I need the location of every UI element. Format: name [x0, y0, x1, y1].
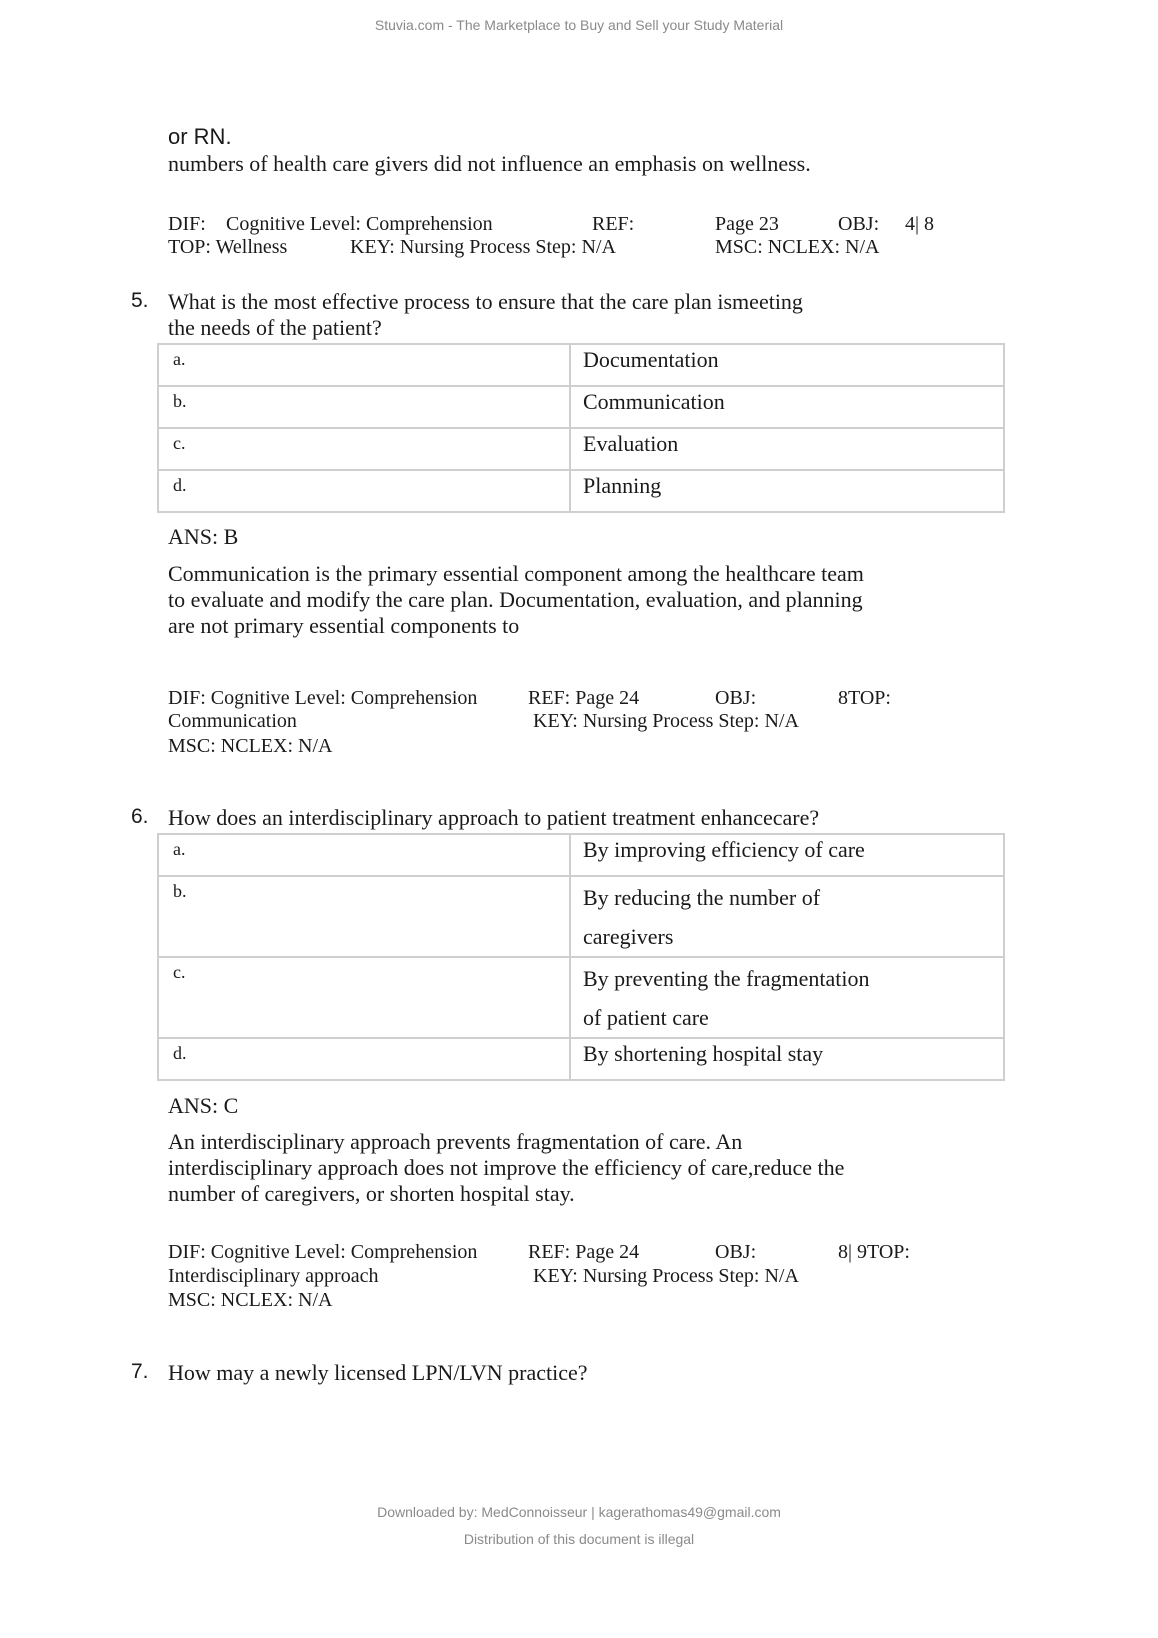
q5-obj: OBJ:: [715, 687, 757, 709]
q6-option-text-line: By improving efficiency of care: [583, 837, 865, 862]
q5-stem-line-2: the needs of the patient?: [168, 315, 382, 340]
q5-stem-line-1: What is the most effective process to ensure that the care plan ismeeting: [168, 289, 803, 314]
q6-option-text-line: By shortening hospital stay: [583, 1041, 824, 1066]
distribution-notice: Distribution of this document is illegal: [463, 1531, 695, 1547]
q6-key: KEY: Nursing Process Step: N/A: [533, 1265, 799, 1287]
q6-option-letter: c.: [158, 957, 570, 1038]
q5-option-text: Planning: [570, 470, 1004, 512]
q5-msc: MSC: NCLEX: N/A: [168, 735, 333, 757]
q5-option-b[interactable]: [158, 386, 1004, 428]
q6-rationale-line-1: An interdisciplinary approach prevents fragmentation of care. An: [168, 1129, 743, 1154]
q5-rationale-line-2: to evaluate and modify the care plan. Documentation, evaluation, and planning: [168, 587, 863, 612]
q6-ref: REF: Page 24: [528, 1241, 640, 1263]
download-notice: Downloaded by: MedConnoisseur | kagerathomas49@gmail.com: [377, 1504, 781, 1520]
q6-option-text: [570, 834, 1004, 876]
q5-option-letter: b.: [158, 386, 570, 428]
q6-option-text: [570, 957, 1004, 1038]
q4-msc: MSC: NCLEX: N/A: [715, 236, 880, 258]
q5-option-text: Communication: [570, 386, 1004, 428]
q5-key: KEY: Nursing Process Step: N/A: [533, 710, 799, 732]
q4-dif-label: DIF:: [168, 213, 206, 235]
q6-obj-top: 8| 9TOP:: [838, 1241, 910, 1263]
q6-options-table: [157, 833, 1005, 1081]
q4-ref-label: REF:: [592, 213, 635, 235]
q6-option-text-line: caregivers: [583, 924, 674, 949]
q5-dif: DIF: Cognitive Level: Comprehension: [168, 687, 478, 709]
q6-option-d[interactable]: [158, 1038, 1004, 1080]
q6-answer: ANS: C: [168, 1093, 239, 1118]
q5-option-letter: c.: [158, 428, 570, 470]
q6-option-text-line: of patient care: [583, 1005, 709, 1030]
q5-number: 5.: [131, 289, 149, 312]
q5-rationale-line-3: are not primary essential components to: [168, 613, 520, 638]
q6-option-letter: a.: [158, 834, 570, 876]
q5-topic: Communication: [168, 710, 297, 732]
q4-obj-value: 4| 8: [905, 213, 935, 235]
q6-option-text: [570, 876, 1004, 957]
q6-obj: OBJ:: [715, 1241, 757, 1263]
continuation-line-1: or RN.: [168, 124, 232, 149]
q6-option-text-line: By reducing the number of: [583, 885, 821, 910]
q6-option-a[interactable]: [158, 834, 1004, 876]
q4-dif-value: Cognitive Level: Comprehension: [226, 213, 493, 235]
continuation-line-2: numbers of health care givers did not influence an emphasis on wellness.: [168, 151, 811, 176]
q7-number: 7.: [131, 1360, 149, 1383]
q6-dif: DIF: Cognitive Level: Comprehension: [168, 1241, 478, 1263]
q6-option-text-line: By preventing the fragmentation: [583, 966, 870, 991]
q6-rationale-line-2: interdisciplinary approach does not improve the efficiency of care,reduce the: [168, 1155, 845, 1180]
q7-stem-line-1: How may a newly licensed LPN/LVN practice?: [168, 1360, 588, 1385]
q4-topic: TOP: Wellness: [168, 236, 288, 258]
q6-option-letter: d.: [158, 1038, 570, 1080]
q4-obj-label: OBJ:: [838, 213, 880, 235]
q5-obj-top: 8TOP:: [838, 687, 891, 709]
q6-msc: MSC: NCLEX: N/A: [168, 1289, 333, 1311]
q5-option-text: Evaluation: [570, 428, 1004, 470]
q5-option-a[interactable]: [158, 344, 1004, 386]
q5-option-text: Documentation: [570, 344, 1004, 386]
q5-options-table: [157, 343, 1005, 513]
q6-stem-line-1: How does an interdisciplinary approach to patient treatment enhancecare?: [168, 805, 820, 830]
q5-ref: REF: Page 24: [528, 687, 640, 709]
q6-rationale-line-3: number of caregivers, or shorten hospital stay.: [168, 1181, 575, 1206]
stuvia-header: Stuvia.com - The Marketplace to Buy and Sell your Study Material: [374, 17, 784, 33]
q5-answer: ANS: B: [168, 524, 239, 549]
q6-option-text: [570, 1038, 1004, 1080]
q5-option-letter: d.: [158, 470, 570, 512]
q5-option-c[interactable]: [158, 428, 1004, 470]
q5-option-letter: a.: [158, 344, 570, 386]
q6-option-letter: b.: [158, 876, 570, 957]
q4-key: KEY: Nursing Process Step: N/A: [350, 236, 616, 258]
q4-ref-value: Page 23: [715, 213, 779, 235]
q5-option-d[interactable]: [158, 470, 1004, 512]
q6-option-c[interactable]: [158, 957, 1004, 1038]
q6-number: 6.: [131, 805, 149, 828]
q5-rationale-line-1: Communication is the primary essential component among the healthcare team: [168, 561, 864, 586]
q6-topic: Interdisciplinary approach: [168, 1265, 379, 1287]
q6-option-b[interactable]: [158, 876, 1004, 957]
